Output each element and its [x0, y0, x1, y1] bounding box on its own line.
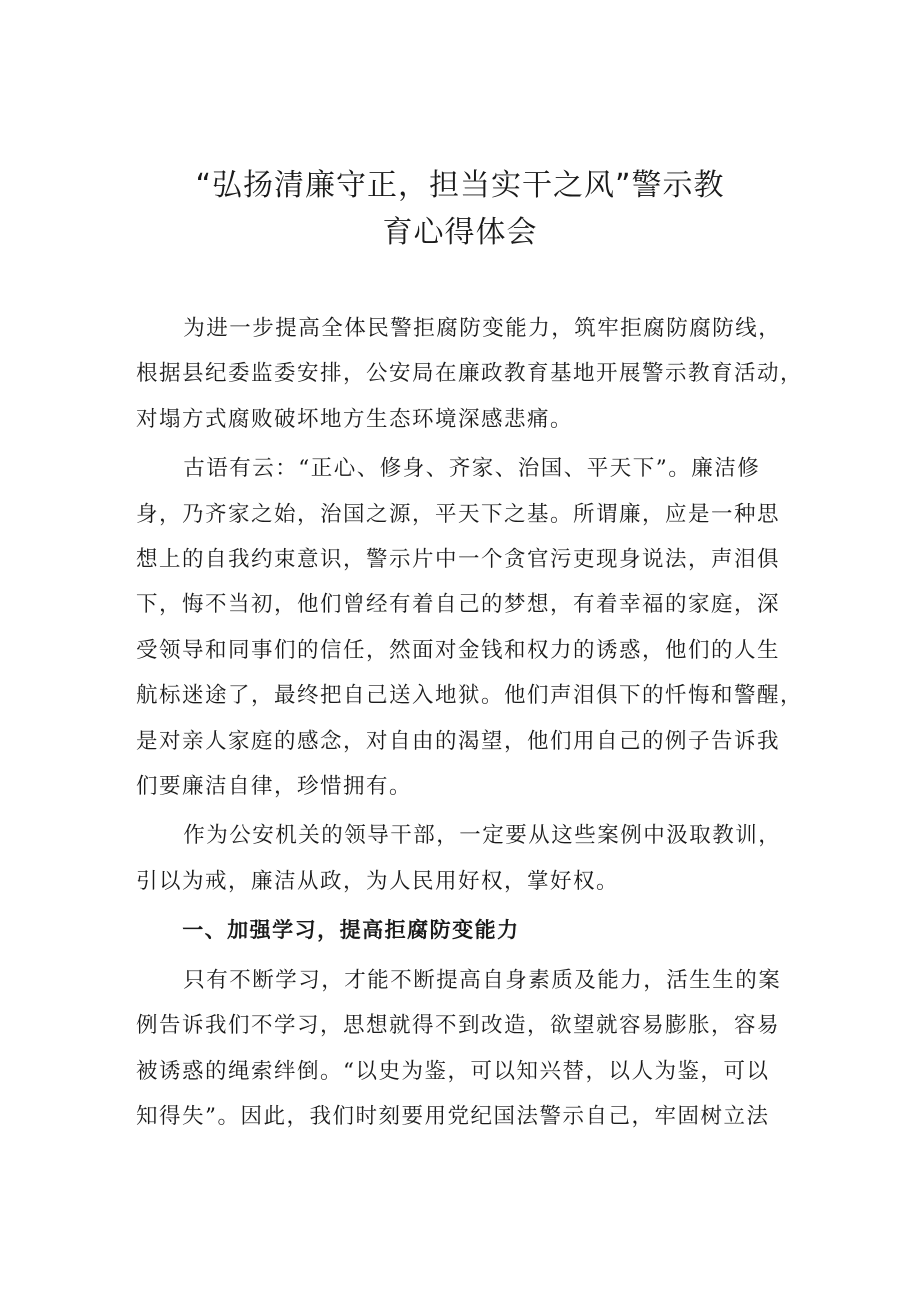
paragraph-line: 对塌方式腐败破坏地方生态环境深感悲痛。 — [136, 406, 574, 432]
document-title-line-2: 育心得体会 — [382, 215, 538, 250]
paragraph-line: 受领导和同事们的信任，然面对金钱和权力的诱惑，他们的人生 — [136, 637, 781, 663]
paragraph-line: 被诱惑的绳索绊倒。“以史为鉴，可以知兴替，以人为鉴，可以 — [136, 1058, 770, 1084]
paragraph-line: 下，悔不当初，他们曾经有着自己的梦想，有着幸福的家庭，深 — [136, 592, 781, 618]
paragraph-line: 知得失”。因此，我们时刻要用党纪国法警示自己，牢固树立法 — [136, 1103, 770, 1129]
paragraph-line: 根据县纪委监委安排，公安局在廉政教育基地开展警示教育活动， — [136, 361, 804, 387]
section-heading: 一、加强学习，提高拒腐防变能力 — [182, 918, 520, 943]
document-title-line-1: “弘扬清廉守正，担当实干之风”警示教 — [195, 168, 725, 203]
paragraph-line: 们要廉洁自律，珍惜拥有。 — [136, 774, 413, 800]
paragraph-line: 古语有云：“正心、修身、齐家、治国、平天下”。廉洁修 — [183, 456, 761, 482]
document-body — [136, 306, 804, 1143]
paragraph-line: 只有不断学习，才能不断提高自身素质及能力，活生生的案 — [183, 967, 782, 993]
paragraph-ancient-saying — [136, 446, 804, 809]
paragraph-line: 航标迷途了，最终把自己送入地狱。他们声泪俱下的忏悔和警醒， — [136, 683, 804, 709]
paragraph-line: 作为公安机关的领导干部，一定要从这些案例中汲取教训， — [183, 823, 782, 849]
paragraph-section-body — [136, 958, 792, 1140]
paragraph-line: 是对亲人家庭的感念，对自由的渴望，他们用自己的例子告诉我 — [136, 728, 781, 754]
paragraph-line: 身，乃齐家之始，治国之源，平天下之基。所谓廉，应是一种思 — [136, 501, 781, 527]
paragraph-lessons — [136, 813, 792, 904]
paragraph-line: 引以为戒，廉洁从政，为人民用好权，掌好权。 — [136, 868, 620, 894]
paragraph-line: 例告诉我们不学习，思想就得不到改造，欲望就容易膨胀，容易 — [136, 1013, 781, 1039]
paragraph-intro — [136, 306, 804, 442]
paragraph-line: 为进一步提高全体民警拒腐防变能力，筑牢拒腐防腐防线， — [183, 316, 782, 341]
paragraph-line: 想上的自我约束意识，警示片中一个贪官污吏现身说法，声泪俱 — [136, 547, 781, 573]
